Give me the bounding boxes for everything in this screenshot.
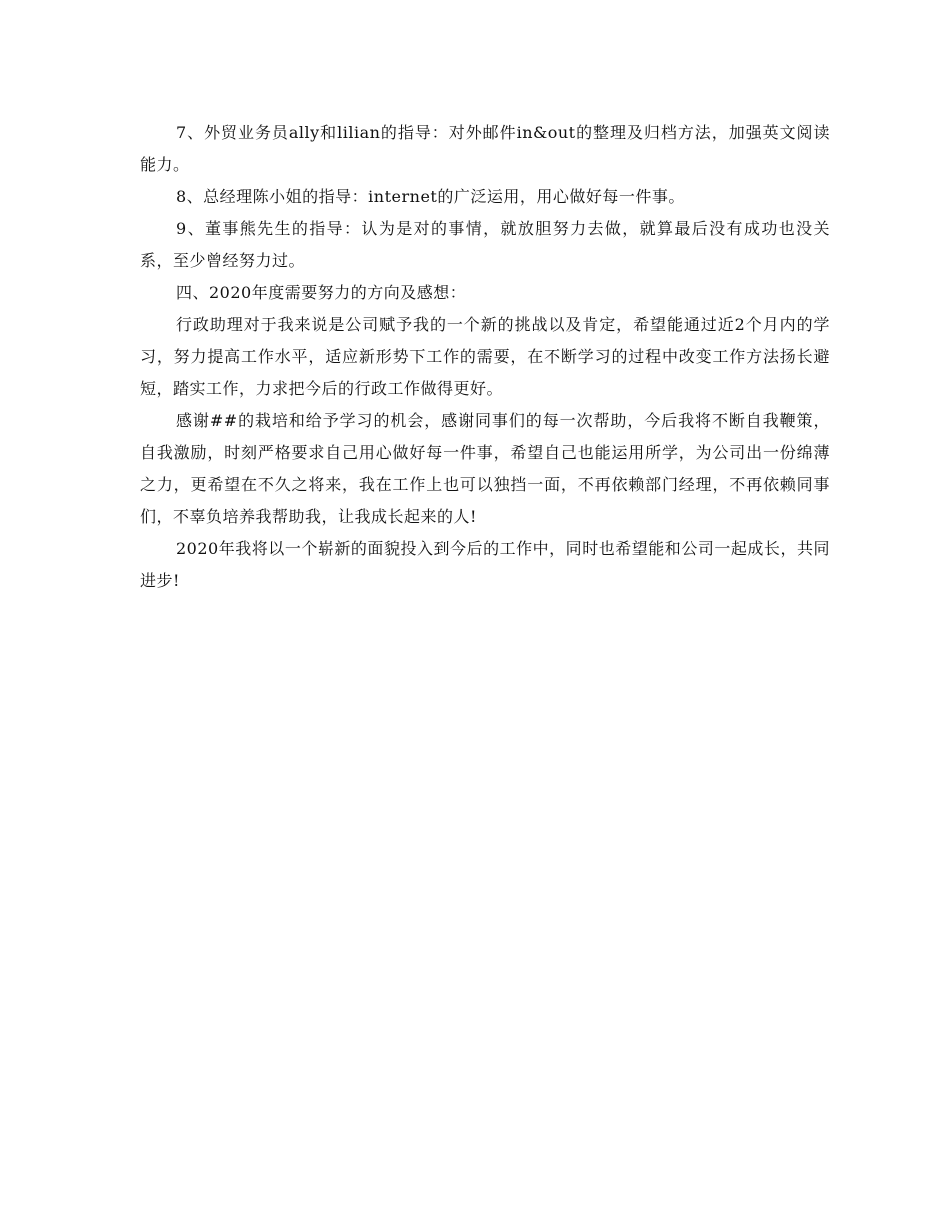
paragraph-thanks: 感谢##的栽培和给予学习的机会，感谢同事们的每一次帮助，今后我将不断自我鞭策，自我激励，时刻严格要求自己用心做好每一件事，希望自己也能运用所学，为公司出一份绵薄之力，更希望在不久之将来，我在工作上也可以独挡一面，不再依赖部门经理，不再依赖同事们，不辜负培养我帮助我，让我成长起来的人! — [140, 411, 830, 526]
paragraph-admin-assistant: 行政助理对于我来说是公司赋予我的一个新的挑战以及肯定，希望能通过近2个月内的学习，努力提高工作水平，适应新形势下工作的需要，在不断学习的过程中改变工作方法扬长避短，踏实工作，力求把今后的行政工作做得更好。 — [140, 315, 830, 398]
document-body — [140, 117, 830, 597]
section-heading-2020-goals: 四、2020年度需要努力的方向及感想： — [176, 283, 467, 302]
paragraph-item-8-guidance: 8、总经理陈小姐的指导：internet的广泛运用，用心做好每一件事。 — [176, 187, 685, 206]
paragraph-2020-outlook: 2020年我将以一个崭新的面貌投入到今后的工作中，同时也希望能和公司一起成长，共同进步! — [140, 539, 830, 590]
paragraph-item-7-guidance: 7、外贸业务员ally和lilian的指导：对外邮件in&out的整理及归档方法，加强英文阅读能力。 — [140, 123, 830, 174]
paragraph-item-9-guidance: 9、董事熊先生的指导：认为是对的事情，就放胆努力去做，就算最后没有成功也没关系，至少曾经努力过。 — [140, 219, 830, 270]
